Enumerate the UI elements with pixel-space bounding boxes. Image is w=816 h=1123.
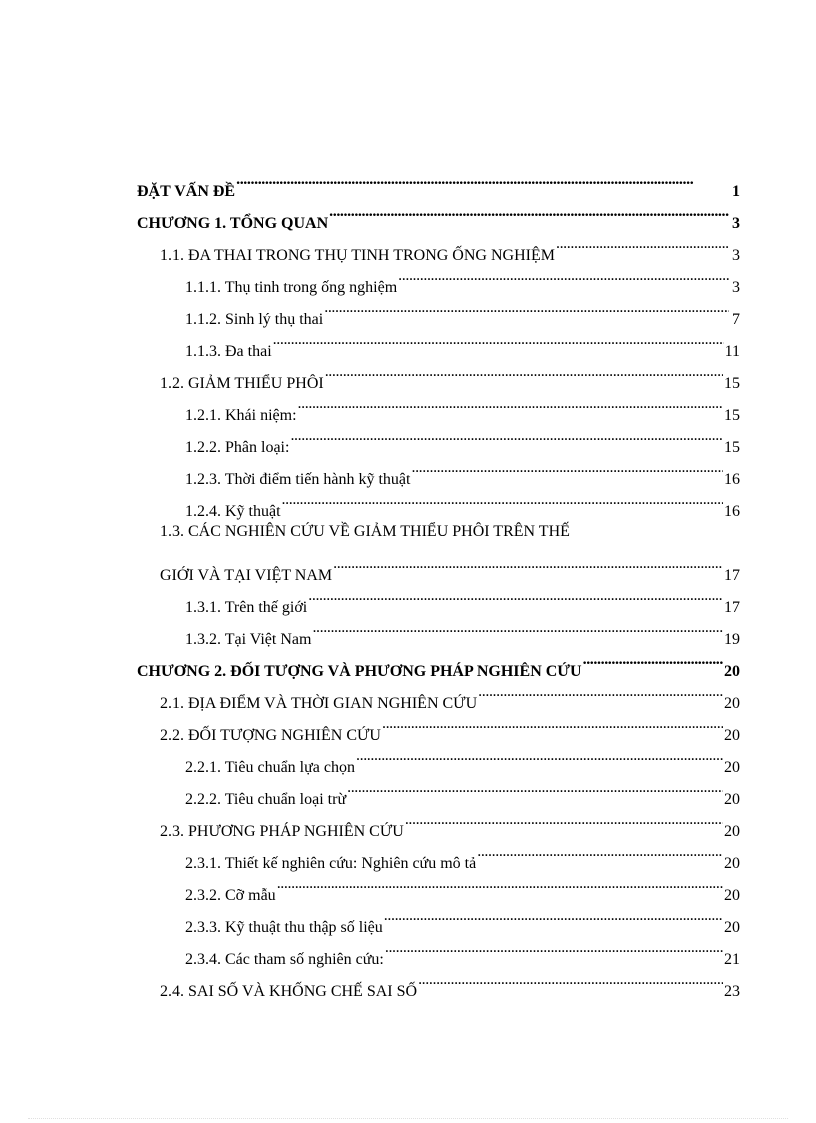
dot-leader — [329, 196, 729, 228]
toc-entry-label: 2.3. PHƯƠNG PHÁP NGHIÊN CỨU — [160, 823, 404, 840]
page-bottom-divider — [28, 1118, 788, 1119]
toc-entry-label: 1.2.2. Phân loại: — [185, 439, 290, 456]
toc-entry-label: 2.3.4. Các tham số nghiên cứu: — [185, 951, 384, 968]
toc-entry-page-number: 7 — [732, 311, 740, 328]
toc-entry-page-number: 21 — [724, 951, 740, 968]
toc-entry-page-number: 20 — [724, 887, 740, 904]
toc-entry-label: 1.1. ĐA THAI TRONG THỤ TINH TRONG ỐNG NGHIỆM — [160, 247, 555, 264]
toc-entry-page-number: 15 — [724, 375, 740, 392]
toc-entry-page-number: 3 — [732, 247, 740, 264]
toc-entry-label: 2.1. ĐỊA ĐIỂM VÀ THỜI GIAN NGHIÊN CỨU — [160, 695, 478, 712]
toc-entry-page-number: 3 — [732, 279, 740, 296]
toc-entry-page-number: 20 — [724, 663, 740, 680]
toc-entry-page-number: 16 — [724, 471, 740, 488]
toc-entry-page-number: 20 — [724, 791, 740, 808]
toc-entry-label: 1.1.1. Thụ tinh trong ống nghiệm — [185, 279, 398, 296]
dot-leader — [356, 740, 723, 772]
dot-leader — [325, 356, 723, 388]
toc-entry-label: 2.2.1. Tiêu chuẩn lựa chọn — [185, 759, 355, 776]
toc-entry-page-number: 3 — [732, 215, 740, 232]
dot-leader — [398, 260, 729, 292]
toc-entry[interactable] — [160, 516, 740, 548]
dot-leader — [333, 548, 723, 580]
toc-entry-page-number: 20 — [724, 919, 740, 936]
dot-leader — [556, 228, 729, 260]
dot-leader — [324, 292, 729, 324]
dot-leader — [236, 164, 729, 196]
toc-entry-page-number: 11 — [724, 343, 740, 360]
toc-entry-label: 1.2.3. Thời điểm tiến hành kỹ thuật — [185, 471, 411, 488]
toc-entry-label: 1.3.2. Tại Việt Nam — [185, 631, 312, 648]
dot-leader — [308, 580, 723, 612]
dot-leader — [411, 452, 723, 484]
dot-leader — [384, 900, 723, 932]
dot-leader — [298, 388, 723, 420]
toc-entry[interactable] — [160, 548, 740, 584]
dot-leader — [282, 484, 723, 516]
toc-entry-label: 2.4. SAI SỐ VÀ KHỐNG CHẾ SAI SỐ — [160, 983, 418, 1000]
toc-entry-label: 2.3.3. Kỹ thuật thu thập số liệu — [185, 919, 383, 936]
dot-leader — [385, 932, 723, 964]
toc-entry-label: 2.3.2. Cỡ mẫu — [185, 887, 276, 904]
toc-entry-page-number: 20 — [724, 855, 740, 872]
toc-entry[interactable] — [137, 164, 740, 200]
dot-leader — [477, 836, 723, 868]
toc-entry-label: 1.3. CÁC NGHIÊN CỨU VỀ GIẢM THIỂU PHÔI TRÊN THẾ — [160, 523, 570, 540]
toc-entry-label: CHƯƠNG 1. TỔNG QUAN — [137, 215, 329, 232]
dot-leader — [290, 420, 723, 452]
dot-leader — [418, 964, 723, 996]
toc-entry-label: 1.2. GIẢM THIỂU PHÔI — [160, 375, 324, 392]
toc-entry-label: 1.2.4. Kỹ thuật — [185, 503, 281, 520]
toc-entry-label: 2.2. ĐỐI TƯỢNG NGHIÊN CỨU — [160, 727, 381, 744]
toc-entry-page-number: 19 — [724, 631, 740, 648]
toc-entry-page-number: 23 — [724, 983, 740, 1000]
toc-entry-label: 2.3.1. Thiết kế nghiên cứu: Nghiên cứu mô tả — [185, 855, 477, 872]
table-of-contents — [137, 164, 740, 1000]
toc-entry-label: 1.3.1. Trên thế giới — [185, 599, 308, 616]
toc-entry-label: 1.2.1. Khái niệm: — [185, 407, 297, 424]
toc-entry-label: 1.1.2. Sinh lý thụ thai — [185, 311, 324, 328]
toc-entry-page-number: 20 — [724, 727, 740, 744]
dot-leader — [277, 868, 723, 900]
toc-entry-page-number: 20 — [724, 695, 740, 712]
dot-leader — [583, 644, 723, 676]
toc-entry-page-number: 15 — [724, 439, 740, 456]
dot-leader — [312, 612, 723, 644]
dot-leader — [347, 772, 723, 804]
toc-entry-page-number: 15 — [724, 407, 740, 424]
toc-entry-page-number: 16 — [724, 503, 740, 520]
toc-entry-label: CHƯƠNG 2. ĐỐI TƯỢNG VÀ PHƯƠNG PHÁP NGHIÊN CỨU — [137, 663, 582, 680]
dot-leader — [405, 804, 723, 836]
toc-entry-page-number: 1 — [732, 183, 740, 200]
toc-entry-label: 1.1.3. Đa thai — [185, 343, 272, 360]
dot-leader — [273, 324, 724, 356]
dot-leader — [478, 676, 723, 708]
toc-entry-label: 2.2.2. Tiêu chuẩn loại trừ — [185, 791, 347, 808]
toc-entry-page-number: 17 — [724, 599, 740, 616]
toc-entry-page-number: 20 — [724, 759, 740, 776]
toc-entry-label: GIỚI VÀ TẠI VIỆT NAM — [160, 567, 333, 584]
toc-entry-page-number: 17 — [724, 567, 740, 584]
dot-leader — [382, 708, 723, 740]
toc-entry-page-number: 20 — [724, 823, 740, 840]
toc-entry-label: ĐẶT VẤN ĐỀ — [137, 183, 236, 200]
